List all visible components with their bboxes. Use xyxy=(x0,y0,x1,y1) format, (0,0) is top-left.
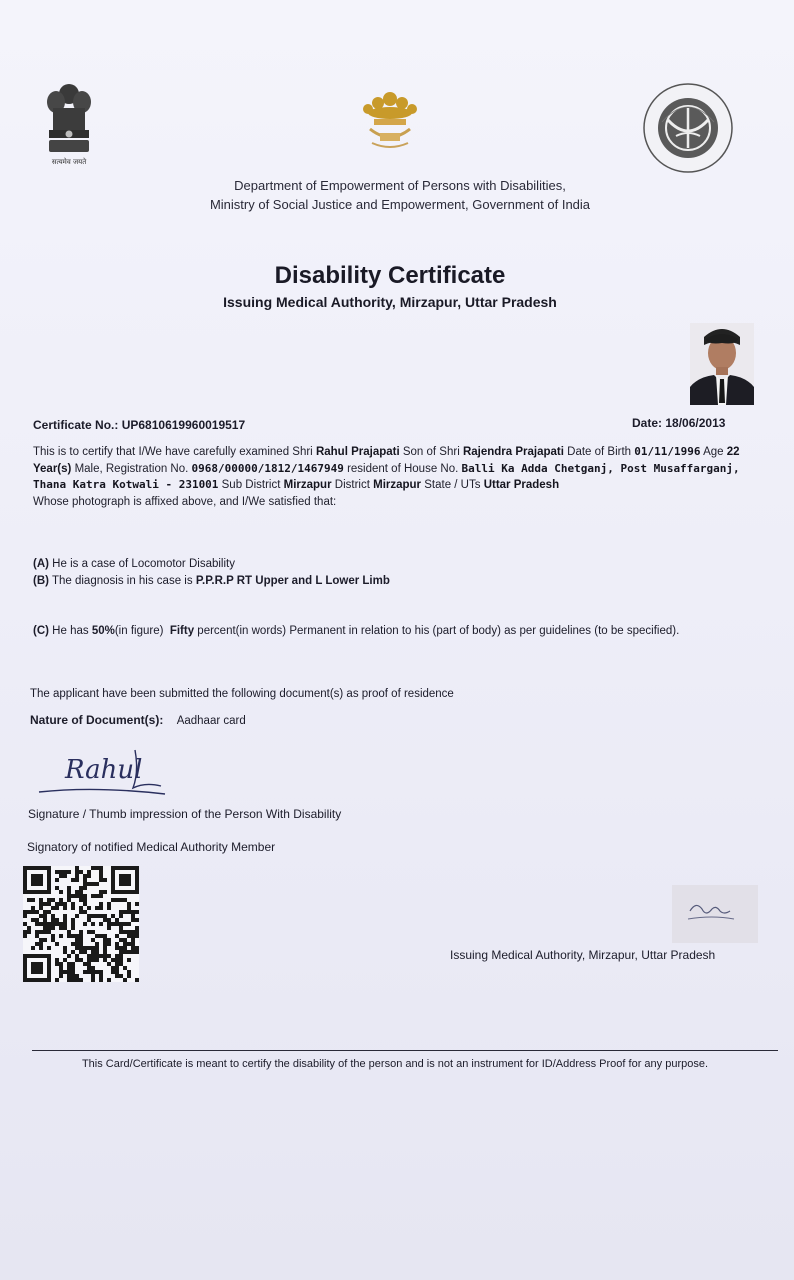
certificate-date-value: 18/06/2013 xyxy=(665,416,726,430)
registration-number: 0968/00000/1812/1467949 xyxy=(191,461,344,475)
department-line-1: Department of Empowerment of Persons with Disabilities, xyxy=(234,178,566,193)
item-b xyxy=(33,575,390,587)
signatory-label: Signatory of notified Medical Authority Member xyxy=(27,840,276,854)
diagnosis-value: P.P.R.P RT Upper and L Lower Limb xyxy=(195,575,390,587)
item-a xyxy=(33,558,235,570)
body-text: resident of House No. xyxy=(347,462,459,475)
sub-district: Mirzapur xyxy=(283,479,332,491)
certificate-number-value: UP6810619960019517 xyxy=(121,418,246,432)
body-text: Male, Registration No. xyxy=(74,462,189,475)
certificate-date-label: Date: xyxy=(632,416,663,430)
body-text: District xyxy=(334,479,370,491)
qr-code-icon xyxy=(22,866,140,982)
district: Mirzapur xyxy=(373,479,422,491)
body-text: This is to certify that I/We have carefully examined Shri xyxy=(33,446,313,458)
item-c xyxy=(33,623,763,640)
department-line-2: Ministry of Social Justice and Empowerment, Government of India xyxy=(209,197,591,212)
disclaimer-footnote: This Card/Certificate is meant to certify the disability of the person and is not an instrument for ID/Address Proof for any purpose. xyxy=(81,1058,709,1070)
item-c-label: (C) xyxy=(33,625,49,637)
uttar-pradesh-seal-icon xyxy=(642,82,734,174)
applicant-name: Rahul Prajapati xyxy=(315,446,400,458)
body-text: Son of Shri xyxy=(402,446,460,458)
applicant-photo xyxy=(690,323,754,405)
item-b-label: (B) xyxy=(33,575,49,587)
certificate-number-label: Certificate No.: xyxy=(33,418,119,432)
certificate-date xyxy=(632,416,725,430)
item-c-text: (in figure) xyxy=(114,625,164,637)
department-header xyxy=(100,176,700,214)
item-c-text: He has xyxy=(52,625,89,637)
item-a-label: (A) xyxy=(33,558,49,570)
body-text: Whose photograph is affixed above, and I/We satisfied that: xyxy=(33,495,337,508)
issuing-authority-footer: Issuing Medical Authority, Mirzapur, Uttar Pradesh xyxy=(450,948,716,962)
nature-of-document-label: Nature of Document(s): xyxy=(30,713,164,727)
signature-text: Rahul xyxy=(65,755,143,785)
certificate-subtitle: Issuing Medical Authority, Mirzapur, Uttar Pradesh xyxy=(223,294,557,310)
item-a-text: He is a case of Locomotor Disability xyxy=(52,558,235,570)
applicant-age: 22 Year(s) xyxy=(33,446,740,475)
certification-paragraph xyxy=(33,444,758,510)
nature-of-document xyxy=(30,713,246,727)
item-b-text: The diagnosis in his case is xyxy=(51,575,193,587)
proof-intro: The applicant have been submitted the following document(s) as proof of residence xyxy=(30,688,454,700)
disability-percent-words: Fifty xyxy=(169,625,195,637)
body-text: Sub District xyxy=(221,479,281,491)
signature-caption: Signature / Thumb impression of the Person With Disability xyxy=(28,807,342,821)
certificate-title: Disability Certificate xyxy=(274,262,506,289)
body-text: State / UTs xyxy=(424,479,481,491)
disability-percent-figure: 50% xyxy=(91,625,115,637)
residence-address: Balli Ka Adda Chetganj, Post Musaffarganj, Thana Katra Kotwali - 231001 xyxy=(33,461,740,491)
authority-signature-stamp xyxy=(672,885,758,943)
state-emblem-icon xyxy=(350,85,430,155)
national-emblem-icon xyxy=(40,80,98,172)
state: Uttar Pradesh xyxy=(483,479,560,491)
emblem-motto: सत्यमेव जयते xyxy=(51,158,87,166)
date-of-birth: 01/11/1996 xyxy=(634,445,701,458)
footer-divider xyxy=(32,1050,778,1051)
applicant-signature xyxy=(35,742,195,800)
nature-of-document-value: Aadhaar card xyxy=(176,715,246,727)
body-text: Date of Birth xyxy=(567,446,632,458)
item-c-text: percent(in words) Permanent in relation to his (part of body) as per guidelines (to be specified). xyxy=(197,625,680,637)
father-name: Rajendra Prajapati xyxy=(462,446,564,458)
certificate-number xyxy=(33,418,245,432)
body-text: Age xyxy=(703,446,724,458)
